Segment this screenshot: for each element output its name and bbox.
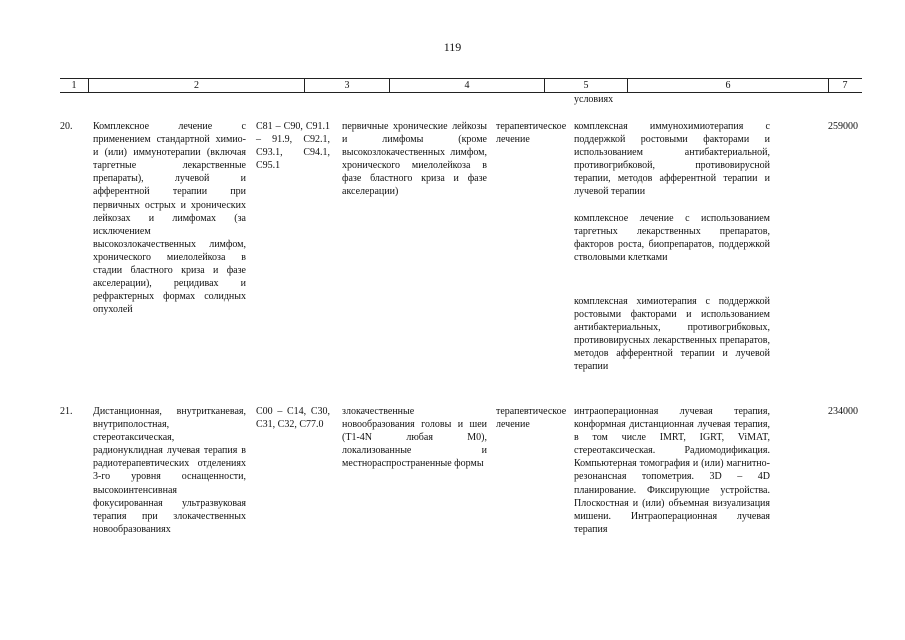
header-col-4: 4 [464,80,470,91]
row-20-method-1: комплексная иммунохимиотерапия с поддержкой ростовыми факторами и использованием антибактериальной, противогрибковой, противовирусной терапии, методов афферентной терапии и лучевой терапии [574,121,770,198]
header-col-5: 5 [583,80,589,91]
continuation-text: условиях [574,94,614,105]
row-21-type: терапевтическое лечение [496,406,567,431]
row-21-cost: 234000 [828,406,858,417]
page-number: 119 [443,40,462,54]
row-20-name: Комплексное лечение с применением стандартной химио- и (или) иммунотерапии (включая таргетные лекарственные препараты), лучевой и афферентной терапии при первичных острых и хронических лейкозах и лимфомах (за исключением высокозлокачественных лимфом, хронического миелолейкоза в стадии бластного криза и фазе акселерации), рецидивах и рефрактерных формах солидных опухолей [93,121,246,316]
header-col-1: 1 [71,80,77,91]
row-21-codes: C00 – C14, C30, C31, C32, C77.0 [256,406,330,431]
header-col-2: 2 [194,80,199,91]
row-20-codes: C81 – C90, C91.1 – 91.9, C92.1, C93.1, C94.1, C95.1 [256,121,330,172]
table-header [60,78,862,93]
header-col-3: 3 [344,80,350,91]
header-col-6: 6 [725,80,731,91]
row-21-method-1: интраоперационная лучевая терапия, конформная дистанционная лучевая терапия, в том числе IMRT, IGRT, ViMAT, стереотаксическая. Радиомодификация. Компьютерная томография и (или) магнитно-резонансная топометрия. 3D – 4D планирование. Фиксирующие устройства. Плоскостная и (или) объемная визуализация мишени. Интраоперационная лучевая терапия [574,406,770,535]
row-20-model: первичные хронические лейкозы и лимфомы (кроме высокозлокачественных лимфом, хронического миелолейкоза в фазе бластного криза и фазе акселерации) [342,121,487,198]
row-20-type: терапевтическое лечение [496,121,567,146]
row-21-model: злокачественные новообразования головы и шеи (T1-4N любая M0), локализованные и местнораспространенные формы [342,406,487,470]
row-20-cost: 259000 [828,121,858,132]
row-20-method-2: комплексное лечение с использованием таргетных лекарственных препаратов, факторов роста, биопрепаратов, поддержкой стволовыми клетками [574,213,770,264]
header-col-7: 7 [842,80,848,91]
row-21-number: 21. [60,406,73,417]
row-20-method-3: комплексная химиотерапия с поддержкой ростовыми факторами и использованием антибактериальных, противогрибковых, противовирусных лекарственных препаратов, методов афферентной терапии и лучевой терапии [574,296,770,373]
row-20-number: 20. [60,121,73,132]
row-21-name: Дистанционная, внутритканевая, внутриполостная, стереотаксическая, радионуклидная лучевая терапия в радиотерапевтических отделениях 3-го уровня оснащенности, высокоинтенсивная фокусированная ультразвуковая терапия при злокачественных новообразованиях [93,406,246,535]
